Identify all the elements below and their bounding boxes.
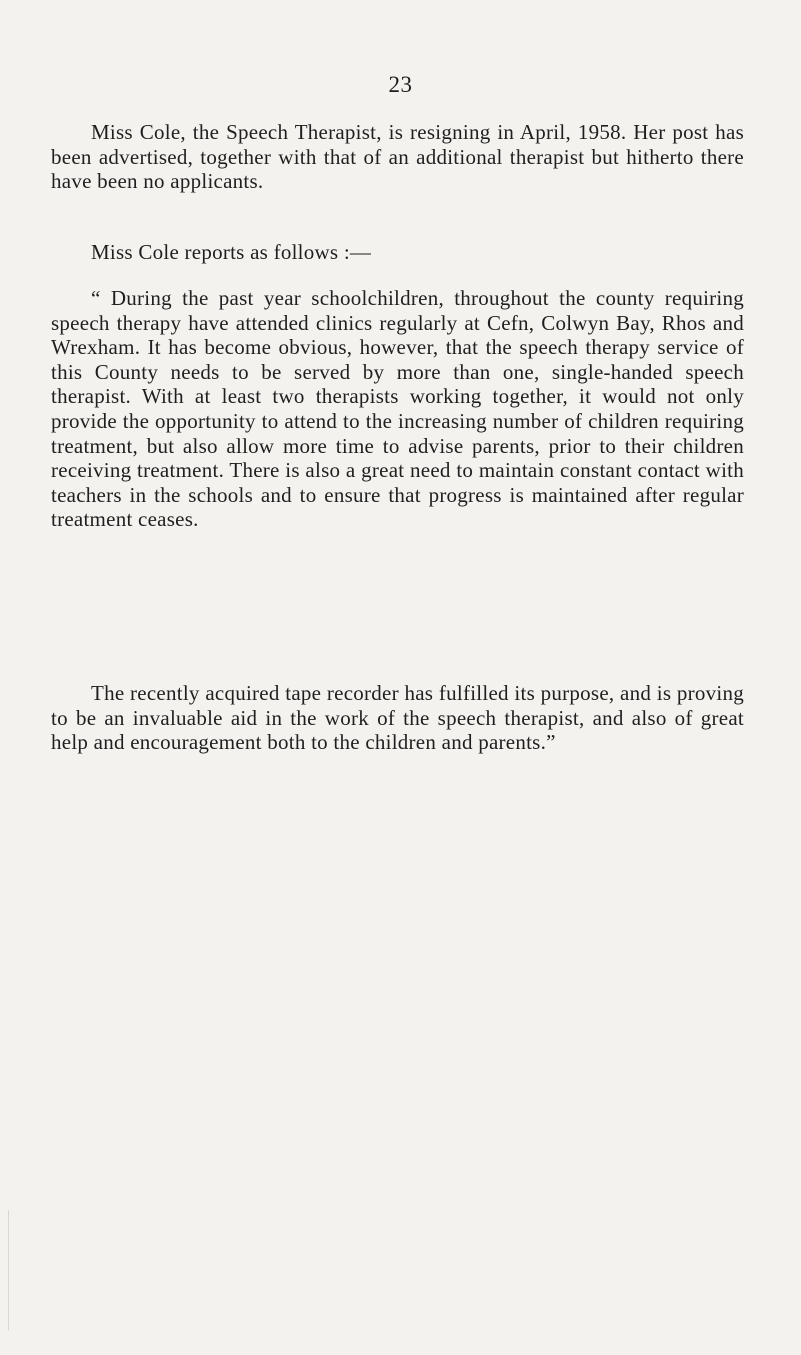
paragraph-resignation: Miss Cole, the Speech Therapist, is resigning in April, 1958. Her post has been advertised, together with that of an additional therapist but hitherto there have been no applicants.: [51, 120, 744, 194]
page-number: 23: [388, 72, 413, 97]
paragraph-tape-recorder: The recently acquired tape recorder has fulfilled its purpose, and is proving to be an invaluable aid in the work of the speech therapist, and also of great help and encouragement both to the children and parents.”: [51, 681, 744, 755]
scan-edge-line: [8, 1210, 9, 1330]
paragraph-report-intro: Miss Cole reports as follows :—: [91, 240, 372, 264]
paragraph-report-quote: “ During the past year schoolchildren, throughout the county requiring speech therapy have attended clinics regularly at Cefn, Colwyn Bay, Rhos and Wrexham. It has become obvious, however, that the speech therapy service of this County needs to be served by more than one, single-handed speech therapist. With at least two therapists working together, it would not only provide the opportunity to attend to the increasing number of children requiring treatment, but also allow more time to advise parents, prior to their children receiving treatment. There is also a great need to maintain constant contact with teachers in the schools and to ensure that progress is maintained after regular treatment ceases.: [51, 286, 744, 532]
